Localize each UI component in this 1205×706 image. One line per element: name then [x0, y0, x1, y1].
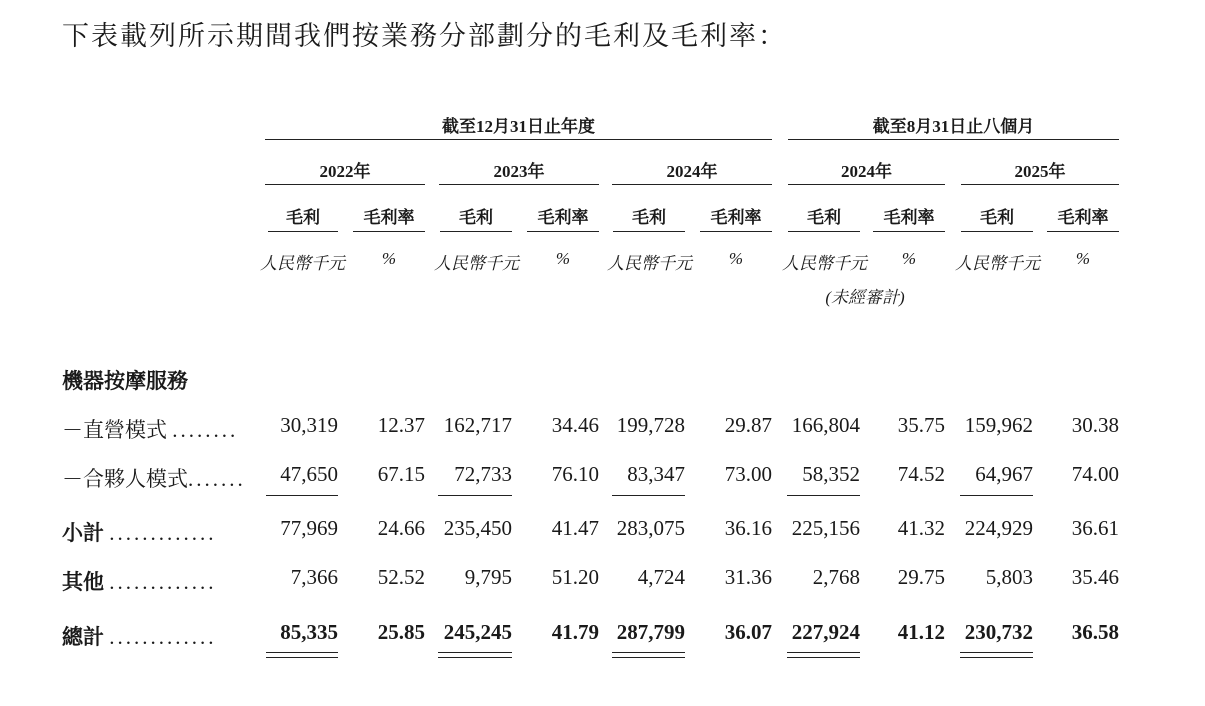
total-double-rule — [787, 657, 860, 658]
year-header-2024: 2024年 — [666, 162, 718, 181]
col-header-margin-2024: 毛利率 — [710, 208, 762, 227]
year-underline-2025 — [961, 184, 1119, 185]
col-header-profit-2024-8m: 毛利 — [807, 208, 841, 227]
total-double-rule — [612, 652, 685, 653]
year-header-2023: 2023年 — [493, 162, 545, 181]
cell-total-profit-4: 230,732 — [964, 620, 1033, 644]
cell-others-profit-3: 2,768 — [812, 565, 860, 589]
col-header-margin-2023: 毛利率 — [537, 208, 589, 227]
cell-total-margin-0: 25.85 — [377, 620, 425, 644]
cell-subtotal-margin-2: 36.16 — [724, 516, 772, 540]
unit-percent: % — [381, 249, 397, 268]
cell-subtotal-profit-1: 235,450 — [443, 516, 512, 540]
col-header-margin-2022: 毛利率 — [363, 208, 415, 227]
col-header-profit-2025: 毛利 — [980, 208, 1014, 227]
year-header-2025: 2025年 — [1014, 162, 1066, 181]
subtotal-rule — [438, 495, 512, 496]
col-underline — [788, 231, 860, 232]
col-underline — [1047, 231, 1119, 232]
col-underline — [440, 231, 512, 232]
cell-direct-margin-4: 30.38 — [1071, 413, 1119, 437]
unit-percent: % — [555, 249, 571, 268]
total-double-rule — [960, 652, 1033, 653]
unit-rmb-thousand: 人民幣千元 — [955, 254, 1040, 273]
year-underline-2024-eight-months — [788, 184, 945, 185]
row-label-direct: －直營模式 ........ — [62, 418, 239, 442]
section-title: 機器按摩服務 — [62, 369, 188, 393]
cell-partner-profit-0: 47,650 — [280, 462, 338, 486]
unit-rmb-thousand: 人民幣千元 — [607, 254, 692, 273]
period-header-eight-months: 截至8月31日止八個月 — [872, 117, 1035, 136]
subtotal-rule — [612, 495, 685, 496]
cell-total-profit-3: 227,924 — [791, 620, 860, 644]
cell-subtotal-profit-0: 77,969 — [280, 516, 338, 540]
period-underline-eight-months — [788, 139, 1119, 140]
col-header-profit-2023: 毛利 — [459, 208, 493, 227]
cell-subtotal-profit-4: 224,929 — [964, 516, 1033, 540]
year-underline-2023 — [439, 184, 599, 185]
cell-direct-margin-2: 29.87 — [724, 413, 772, 437]
row-label-partner: －合夥人模式....... — [62, 467, 246, 491]
total-double-rule — [266, 657, 338, 658]
cell-partner-profit-3: 58,352 — [802, 462, 860, 486]
year-underline-2024 — [612, 184, 772, 185]
subtotal-rule — [266, 495, 338, 496]
cell-direct-profit-0: 30,319 — [280, 413, 338, 437]
total-double-rule — [438, 657, 512, 658]
cell-subtotal-margin-4: 36.61 — [1071, 516, 1119, 540]
total-double-rule — [612, 657, 685, 658]
cell-others-profit-1: 9,795 — [464, 565, 512, 589]
total-double-rule — [787, 652, 860, 653]
row-label-subtotal: 小計 ............. — [62, 521, 217, 545]
cell-subtotal-margin-3: 41.32 — [897, 516, 945, 540]
cell-total-margin-4: 36.58 — [1071, 620, 1119, 644]
cell-others-profit-2: 4,724 — [637, 565, 685, 589]
year-header-2022: 2022年 — [319, 162, 371, 181]
cell-total-margin-3: 41.12 — [897, 620, 945, 644]
period-underline-full-year — [265, 139, 772, 140]
cell-total-profit-1: 245,245 — [443, 620, 512, 644]
cell-others-margin-4: 35.46 — [1071, 565, 1119, 589]
col-header-profit-2022: 毛利 — [286, 208, 320, 227]
unit-percent: % — [901, 249, 917, 268]
total-double-rule — [960, 657, 1033, 658]
cell-others-profit-0: 7,366 — [290, 565, 338, 589]
row-label-total: 總計 ............. — [62, 625, 217, 649]
cell-others-profit-4: 5,803 — [985, 565, 1033, 589]
cell-others-margin-3: 29.75 — [897, 565, 945, 589]
cell-total-profit-0: 85,335 — [280, 620, 338, 644]
col-underline — [527, 231, 599, 232]
cell-partner-margin-2: 73.00 — [724, 462, 772, 486]
cell-partner-margin-0: 67.15 — [377, 462, 425, 486]
col-underline — [613, 231, 685, 232]
cell-subtotal-margin-1: 41.47 — [551, 516, 599, 540]
total-double-rule — [438, 652, 512, 653]
unit-percent: % — [1075, 249, 1091, 268]
cell-partner-profit-2: 83,347 — [627, 462, 685, 486]
cell-partner-margin-1: 76.10 — [551, 462, 599, 486]
col-header-margin-2024-8m: 毛利率 — [883, 208, 935, 227]
cell-partner-profit-4: 64,967 — [975, 462, 1033, 486]
cell-others-margin-1: 51.20 — [551, 565, 599, 589]
cell-total-margin-2: 36.07 — [724, 620, 772, 644]
cell-direct-profit-1: 162,717 — [443, 413, 512, 437]
year-underline-2022 — [265, 184, 425, 185]
cell-partner-margin-4: 74.00 — [1071, 462, 1119, 486]
cell-direct-margin-1: 34.46 — [551, 413, 599, 437]
cell-subtotal-profit-3: 225,156 — [791, 516, 860, 540]
total-double-rule — [266, 652, 338, 653]
col-header-margin-2025: 毛利率 — [1057, 208, 1109, 227]
unit-rmb-thousand: 人民幣千元 — [782, 254, 867, 273]
cell-direct-margin-3: 35.75 — [897, 413, 945, 437]
cell-subtotal-profit-2: 283,075 — [616, 516, 685, 540]
col-underline — [873, 231, 945, 232]
unit-rmb-thousand: 人民幣千元 — [260, 254, 345, 273]
cell-partner-profit-1: 72,733 — [454, 462, 512, 486]
cell-direct-profit-2: 199,728 — [616, 413, 685, 437]
unit-percent: % — [728, 249, 744, 268]
unaudited-note: (未經審計) — [825, 288, 905, 307]
intro-text: 下表載列所示期間我們按業務分部劃分的毛利及毛利率： — [62, 21, 787, 51]
cell-subtotal-margin-0: 24.66 — [377, 516, 425, 540]
cell-direct-profit-3: 166,804 — [791, 413, 860, 437]
col-header-profit-2024: 毛利 — [632, 208, 666, 227]
cell-partner-margin-3: 74.52 — [897, 462, 945, 486]
subtotal-rule — [960, 495, 1033, 496]
cell-others-margin-2: 31.36 — [724, 565, 772, 589]
col-underline — [961, 231, 1033, 232]
cell-total-margin-1: 41.79 — [551, 620, 599, 644]
year-header-2024-eight-months: 2024年 — [841, 162, 892, 181]
col-underline — [353, 231, 425, 232]
unit-rmb-thousand: 人民幣千元 — [434, 254, 519, 273]
cell-direct-margin-0: 12.37 — [377, 413, 425, 437]
row-label-others: 其他 ............. — [62, 570, 217, 594]
subtotal-rule — [787, 495, 860, 496]
cell-others-margin-0: 52.52 — [377, 565, 425, 589]
cell-total-profit-2: 287,799 — [616, 620, 685, 644]
cell-direct-profit-4: 159,962 — [964, 413, 1033, 437]
period-header-full-year: 截至12月31日止年度 — [442, 117, 595, 136]
col-underline — [268, 231, 338, 232]
col-underline — [700, 231, 772, 232]
